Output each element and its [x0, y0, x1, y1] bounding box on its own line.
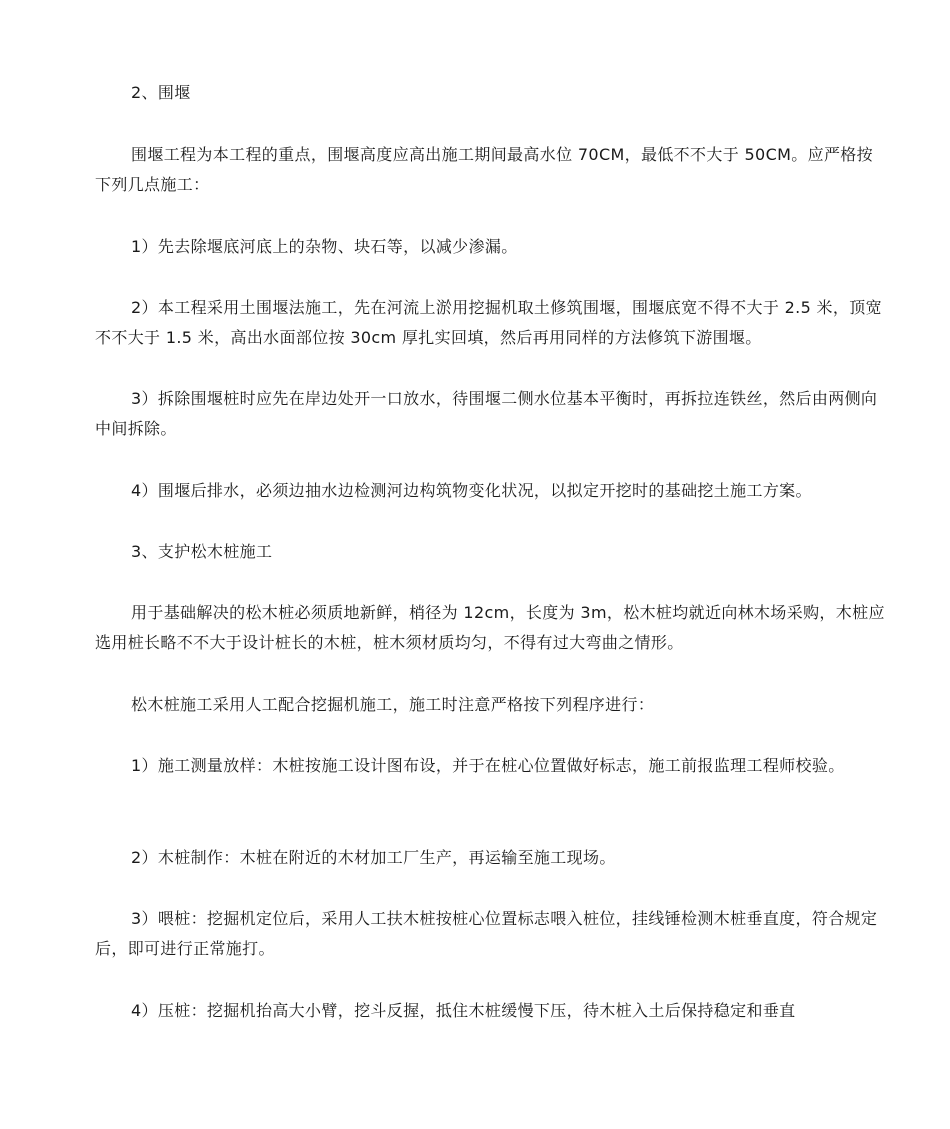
list-item-pile-4: 4）压桩：挖掘机抬高大小臂，挖斗反握，抵住木桩缓慢下压，待木桩入土后保持稳定和垂直 [131, 1001, 796, 1020]
list-item-pile-3: 3）喂桩：挖掘机定位后，采用人工扶木桩按桩心位置标志喂入桩位，挂线锤检测木桩垂直度，符合规定后，即可进行正常施打。 [95, 909, 878, 958]
section-heading-pine-piles: 3、支护松木桩施工 [131, 542, 273, 561]
list-item-cofferdam-2: 2）本工程采用土围堰法施工，先在河流上淤用挖掘机取土修筑围堰，围堰底宽不得不大于 2.5 米，顶宽不不大于 1.5 米，高出水面部位按 30cm 厚扎实回填，然后再用同样的方法修筑下游围堰。 [95, 298, 882, 347]
list-item-pile-1: 1）施工测量放样：木桩按施工设计图布设，并于在桩心位置做好标志，施工前报监理工程师校验。 [131, 756, 845, 775]
list-item-cofferdam-4: 4）围堰后排水，必须边抽水边检测河边构筑物变化状况，以拟定开挖时的基础挖土施工方案。 [131, 481, 812, 500]
list-item-cofferdam-1: 1）先去除堰底河底上的杂物、块石等，以减少渗漏。 [131, 237, 518, 256]
paragraph-pine-pile-method: 松木桩施工采用人工配合挖掘机施工，施工时注意严格按下列程序进行： [131, 695, 655, 714]
list-item-pile-2: 2）木桩制作：木桩在附近的木材加工厂生产，再运输至施工现场。 [131, 848, 616, 867]
paragraph-cofferdam-intro: 围堰工程为本工程的重点，围堰高度应高出施工期间最高水位 70CM，最低不不大于 50CM。应严格按下列几点施工： [95, 145, 873, 194]
list-item-cofferdam-3: 3）拆除围堰桩时应先在岸边处开一口放水，待围堰二侧水位基本平衡时，再拆拉连铁丝，然后由两侧向中间拆除。 [95, 389, 878, 438]
paragraph-pine-pile-material: 用于基础解决的松木桩必须质地新鲜，梢径为 12cm，长度为 3m，松木桩均就近向林木场采购，木桩应选用桩长略不不大于设计桩长的木桩，桩木须材质均匀，不得有过大弯曲之情形。 [95, 603, 885, 652]
section-heading-cofferdam: 2、围堰 [131, 83, 191, 102]
